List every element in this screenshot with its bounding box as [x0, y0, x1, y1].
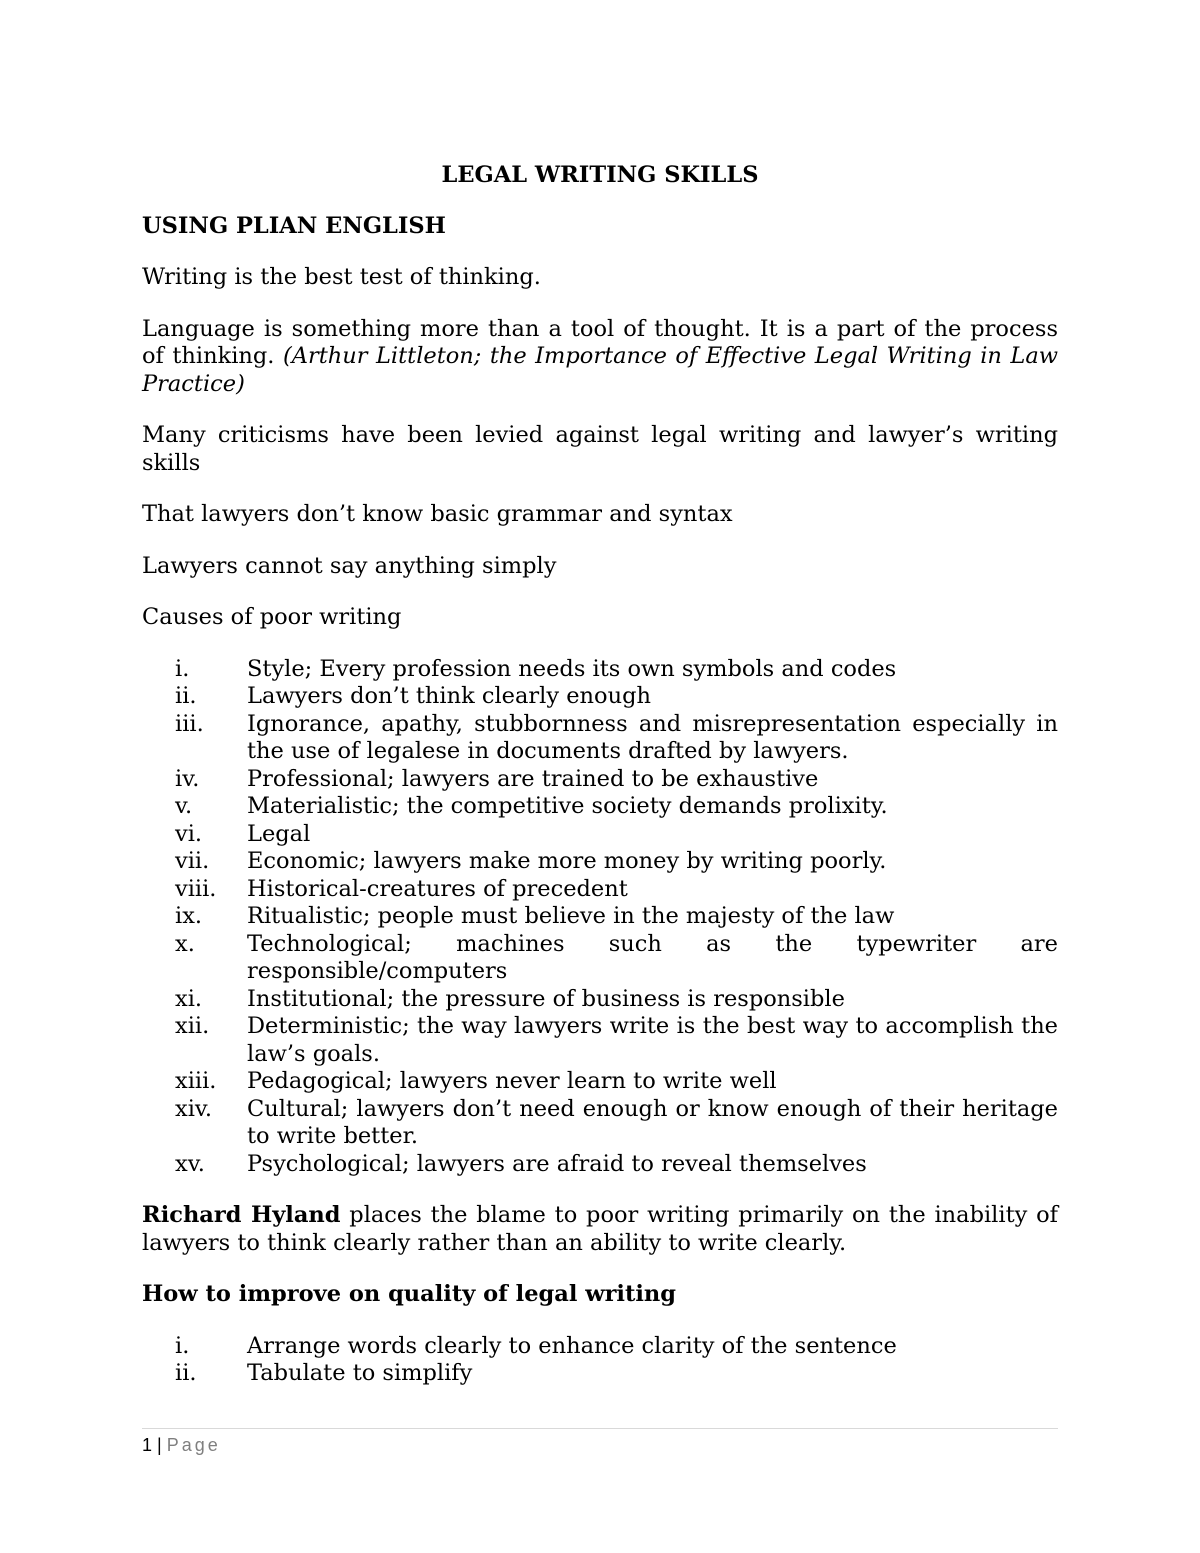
list-item-text: Historical-creatures of precedent	[247, 875, 628, 902]
page-footer	[142, 1433, 221, 1457]
list-item-text: Tabulate to simplify	[247, 1360, 473, 1386]
list-item-text: Psychological; lawyers are afraid to reveal themselves	[247, 1150, 867, 1177]
paragraph-causes-intro: Causes of poor writing	[142, 604, 402, 630]
list-item-number: xiii.	[175, 1068, 217, 1094]
improve-heading: How to improve on quality of legal writing	[142, 1281, 677, 1307]
list-item-number: xii.	[175, 1013, 210, 1039]
list-item	[142, 1096, 1058, 1151]
list-item-number: ix.	[175, 903, 203, 929]
paragraph-hyland-text: places the blame to poor writing primarily on the inability of lawyers to think clearly rather than an ability to write clearly.	[142, 1202, 1058, 1256]
list-item-number: i.	[175, 1332, 190, 1359]
list-item-text: Ignorance, apathy, stubbornness and misrepresentation especially in the use of legalese in documents drafted by lawyers.	[247, 710, 1058, 764]
list-item	[142, 876, 1058, 904]
paragraph-language	[142, 316, 1058, 399]
list-item-text: Ritualistic; people must believe in the majesty of the law	[247, 903, 895, 929]
footer-separator: |	[152, 1435, 167, 1455]
list-item-number: i.	[175, 655, 190, 682]
paragraph-simply: Lawyers cannot say anything simply	[142, 552, 557, 579]
list-item-number: xv.	[175, 1150, 205, 1177]
improvements-list	[142, 1333, 1058, 1388]
list-item	[142, 931, 1058, 986]
document-page	[142, 162, 1058, 1412]
author-name: Richard Hyland	[142, 1202, 341, 1228]
causes-list	[142, 656, 1058, 1179]
list-item-number: vi.	[175, 820, 203, 847]
paragraph-writing-test: Writing is the best test of thinking.	[142, 264, 541, 290]
page-label: Page	[166, 1435, 221, 1455]
list-item-number: ii.	[175, 683, 197, 709]
list-item-text: Lawyers don’t think clearly enough	[247, 683, 651, 709]
citation: (Arthur Littleton; the Importance of Effective Legal Writing in Law Practice)	[142, 343, 1059, 397]
list-item	[142, 683, 1058, 711]
list-item-number: xiv.	[175, 1095, 213, 1122]
list-item-text: Arrange words clearly to enhance clarity of the sentence	[247, 1332, 897, 1359]
list-item-number: iv.	[175, 765, 200, 792]
section-heading: USING PLIAN ENGLISH	[142, 212, 446, 239]
list-item-text: Pedagogical; lawyers never learn to write well	[247, 1068, 777, 1094]
list-item-number: v.	[175, 793, 193, 819]
list-item-text: Professional; lawyers are trained to be exhaustive	[247, 765, 819, 792]
list-item-text: Materialistic; the competitive society demands prolixity.	[247, 793, 888, 819]
footer-divider	[142, 1428, 1058, 1429]
list-item-text: Deterministic; the way lawyers write is the best way to accomplish the law’s goals.	[247, 1013, 1058, 1067]
list-item	[142, 1151, 1058, 1179]
list-item	[142, 766, 1058, 794]
list-item	[142, 1068, 1058, 1096]
list-item	[142, 903, 1058, 931]
list-item-text: Legal	[247, 820, 311, 847]
document-title: LEGAL WRITING SKILLS	[441, 162, 759, 188]
list-item	[142, 848, 1058, 876]
paragraph-criticisms: Many criticisms have been levied against legal writing and lawyer’s writing skills	[142, 422, 1058, 476]
list-item-text: Institutional; the pressure of business is responsible	[247, 985, 845, 1012]
list-item	[142, 1013, 1058, 1068]
list-item-number: ii.	[175, 1360, 197, 1386]
list-item-number: x.	[175, 930, 195, 957]
list-item	[142, 1333, 1058, 1361]
list-item	[142, 986, 1058, 1014]
paragraph-language-text: Language is something more than a tool of thought. It is a part of the process of thinking.	[142, 315, 1058, 369]
list-item-text: Cultural; lawyers don’t need enough or know enough of their heritage to write better.	[247, 1095, 1058, 1149]
list-item-text: Economic; lawyers make more money by writing poorly.	[247, 848, 887, 874]
paragraph-grammar: That lawyers don’t know basic grammar and syntax	[142, 501, 733, 527]
list-item	[142, 656, 1058, 684]
list-item	[142, 793, 1058, 821]
list-item	[142, 1360, 1058, 1388]
list-item-text: Technological; machines such as the typewriter are responsible/computers	[247, 930, 1058, 984]
list-item	[142, 821, 1058, 849]
list-item-text: Style; Every profession needs its own symbols and codes	[247, 655, 897, 682]
list-item-number: vii.	[175, 848, 210, 874]
list-item-number: iii.	[175, 710, 204, 737]
page-number: 1	[142, 1435, 153, 1455]
list-item-number: viii.	[175, 875, 217, 902]
list-item-number: xi.	[175, 985, 203, 1012]
paragraph-hyland	[142, 1202, 1058, 1257]
list-item	[142, 711, 1058, 766]
